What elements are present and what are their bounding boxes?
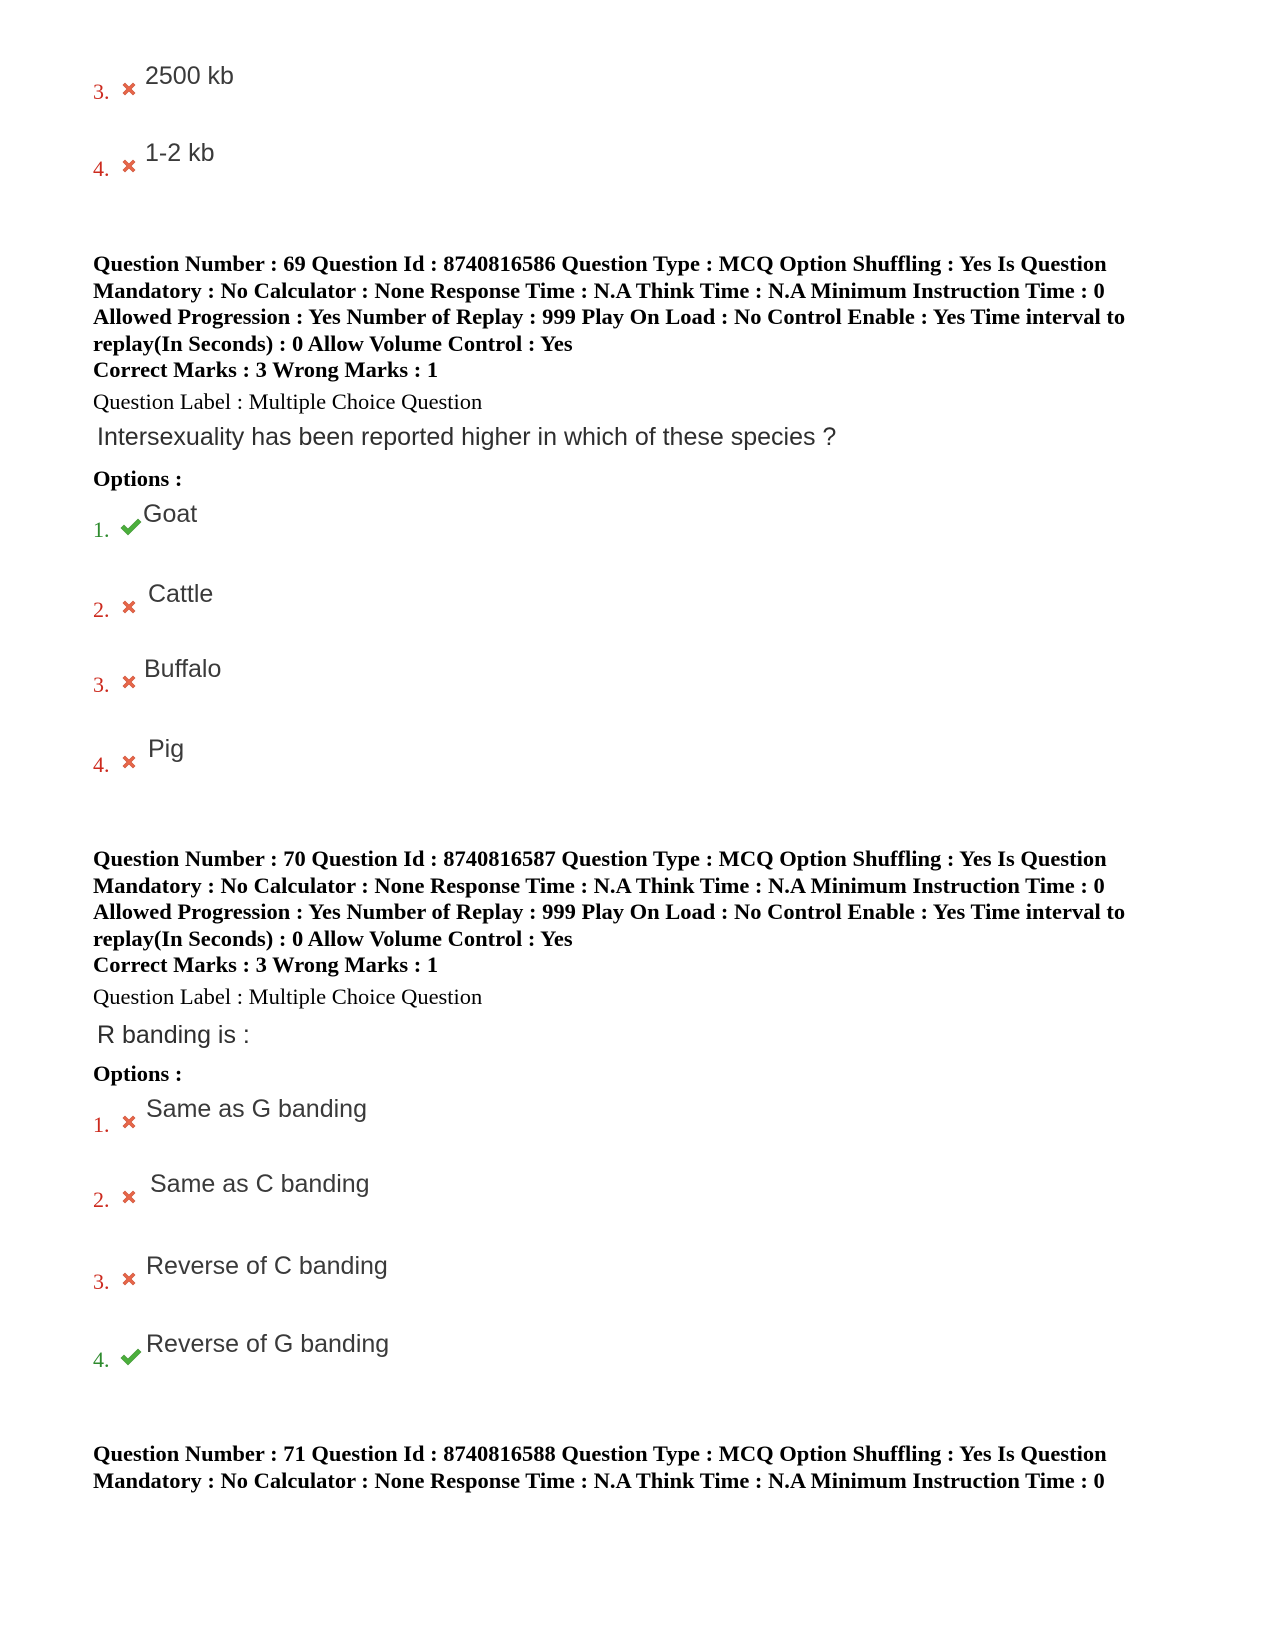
option-text: Goat: [143, 500, 198, 528]
cross-icon: [119, 156, 139, 176]
option-number: 2.: [93, 597, 110, 622]
option-prev-3: [93, 62, 693, 102]
q70-option-2: [93, 1170, 693, 1210]
option-text: Buffalo: [144, 655, 222, 683]
check-icon: [119, 1347, 143, 1367]
option-number: 1.: [93, 517, 110, 542]
question-70-options-label: Options :: [93, 1061, 183, 1086]
question-69-marks: Correct Marks : 3 Wrong Marks : 1: [93, 357, 439, 382]
q69-option-3: [93, 655, 693, 695]
option-text: Reverse of G banding: [146, 1330, 390, 1358]
option-text: Cattle: [148, 580, 214, 608]
header-line: Mandatory : No Calculator : None Response Time : N.A Think Time : N.A Minimum Instruction Time : 0: [93, 1467, 1105, 1493]
question-70-text: R banding is :: [97, 1021, 250, 1049]
option-number: 4.: [93, 1347, 110, 1372]
cross-icon: [119, 1187, 139, 1207]
cross-icon: [119, 79, 139, 99]
question-69-text: Intersexuality has been reported higher in which of these species ?: [97, 423, 837, 451]
question-70-label: Question Label : Multiple Choice Question: [93, 984, 483, 1009]
header-line: Mandatory : No Calculator : None Response Time : N.A Think Time : N.A Minimum Instruction Time : 0: [93, 277, 1105, 303]
option-text: 1-2 kb: [145, 139, 215, 167]
cross-icon: [119, 1112, 139, 1132]
q70-option-1: [93, 1095, 693, 1135]
option-number: 4.: [93, 752, 110, 777]
q69-option-1: [93, 500, 693, 540]
header-line: Question Number : 71 Question Id : 8740816588 Question Type : MCQ Option Shuffling : Yes Is Question: [93, 1441, 1107, 1466]
option-number: 2.: [93, 1187, 110, 1212]
header-line: Allowed Progression : Yes Number of Replay : 999 Play On Load : No Control Enable : Yes Time interval to: [93, 899, 1126, 924]
question-69-label: Question Label : Multiple Choice Question: [93, 389, 483, 414]
option-number: 3.: [93, 79, 110, 104]
cross-icon: [119, 1269, 139, 1289]
question-70-marks: Correct Marks : 3 Wrong Marks : 1: [93, 952, 439, 977]
header-line: Question Number : 70 Question Id : 8740816587 Question Type : MCQ Option Shuffling : Yes Is Question: [93, 846, 1107, 871]
q70-option-4: [93, 1330, 693, 1370]
header-line: Question Number : 69 Question Id : 8740816586 Question Type : MCQ Option Shuffling : Yes Is Question: [93, 251, 1107, 276]
header-line: Allowed Progression : Yes Number of Replay : 999 Play On Load : No Control Enable : Yes Time interval to: [93, 304, 1126, 329]
question-70-header: [93, 846, 1193, 952]
question-69-header: [93, 251, 1193, 357]
option-number: 3.: [93, 1269, 110, 1294]
option-number: 4.: [93, 156, 110, 181]
cross-icon: [119, 672, 139, 692]
q69-option-2: [93, 580, 693, 620]
option-text: Pig: [148, 735, 185, 763]
option-text: Reverse of C banding: [146, 1252, 388, 1280]
option-text: Same as C banding: [150, 1170, 370, 1198]
question-69-options-label: Options :: [93, 466, 183, 491]
option-text: 2500 kb: [145, 62, 234, 90]
option-number: 1.: [93, 1112, 110, 1137]
q69-option-4: [93, 735, 693, 775]
cross-icon: [119, 752, 139, 772]
header-line: replay(In Seconds) : 0 Allow Volume Control : Yes: [93, 330, 573, 356]
header-line: Mandatory : No Calculator : None Response Time : N.A Think Time : N.A Minimum Instruction Time : 0: [93, 872, 1105, 898]
option-number: 3.: [93, 672, 110, 697]
cross-icon: [119, 597, 139, 617]
option-prev-4: [93, 139, 693, 179]
header-line: replay(In Seconds) : 0 Allow Volume Control : Yes: [93, 925, 573, 951]
question-71-header: [93, 1441, 1193, 1494]
option-text: Same as G banding: [146, 1095, 367, 1123]
check-icon: [119, 517, 143, 537]
q70-option-3: [93, 1252, 693, 1292]
